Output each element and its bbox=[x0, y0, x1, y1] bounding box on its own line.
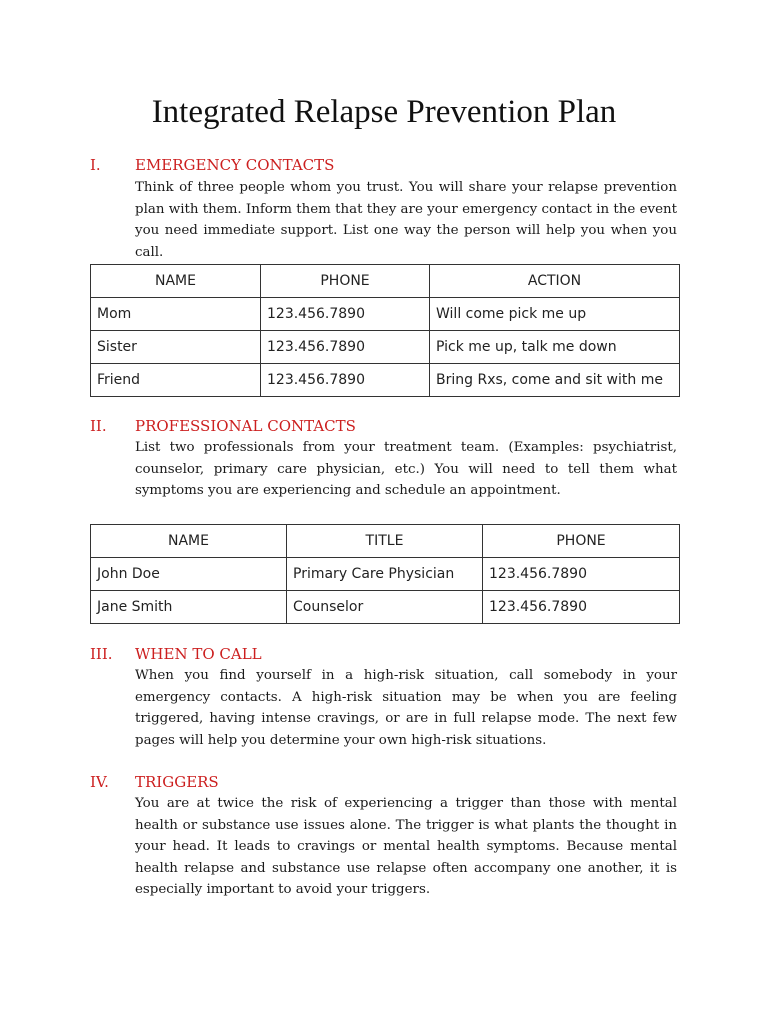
section-text-professional-contacts: List two professionals from your treatment team. (Examples: psychiatrist, counselor, primary care physician, etc.) You will need to tell them what symptoms you are experiencing and schedule an appointment. bbox=[135, 440, 677, 498]
table-cell: Counselor bbox=[287, 591, 483, 624]
column-header: PHONE bbox=[483, 525, 680, 558]
section-text-when-to-call: When you find yourself in a high-risk situation, call somebody in your emergency contacts. A high-risk situation may be when you are feeling triggered, having intense cravings, or are in full relapse mode. The next few pages will help you determine your own high-risk situations. bbox=[135, 668, 677, 748]
section-number: II. bbox=[90, 417, 107, 435]
section-title-triggers: TRIGGERS bbox=[135, 773, 219, 791]
section-title-professional-contacts: PROFESSIONAL CONTACTS bbox=[135, 417, 356, 435]
table-cell: 123.456.7890 bbox=[261, 331, 430, 364]
professional-contacts-table bbox=[90, 524, 680, 624]
column-header: TITLE bbox=[287, 525, 483, 558]
table-cell: Will come pick me up bbox=[430, 298, 680, 331]
table-cell: 123.456.7890 bbox=[483, 591, 680, 624]
column-header: NAME bbox=[91, 265, 261, 298]
section-title-when-to-call: WHEN TO CALL bbox=[135, 645, 262, 663]
table-header-row bbox=[91, 265, 680, 298]
column-header: PHONE bbox=[261, 265, 430, 298]
table-row bbox=[91, 364, 680, 397]
table-header-row bbox=[91, 525, 680, 558]
section-text-triggers: You are at twice the risk of experiencing a trigger than those with mental health or substance use issues alone. The trigger is what plants the thought in your head. It leads to cravings or mental health symptoms. Because mental health relapse and substance use relapse often accompany one another, it is especially important to avoid your triggers. bbox=[135, 796, 677, 897]
column-header: ACTION bbox=[430, 265, 680, 298]
column-header: NAME bbox=[91, 525, 287, 558]
table-cell: Jane Smith bbox=[91, 591, 287, 624]
section-title-emergency-contacts: EMERGENCY CONTACTS bbox=[135, 156, 335, 174]
table-cell: Primary Care Physician bbox=[287, 558, 483, 591]
table-cell: 123.456.7890 bbox=[261, 298, 430, 331]
table-cell: John Doe bbox=[91, 558, 287, 591]
table-cell: 123.456.7890 bbox=[483, 558, 680, 591]
table-cell: Pick me up, talk me down bbox=[430, 331, 680, 364]
table-cell: Mom bbox=[91, 298, 261, 331]
emergency-contacts-table bbox=[90, 264, 680, 397]
table-cell: Friend bbox=[91, 364, 261, 397]
table-cell: 123.456.7890 bbox=[261, 364, 430, 397]
table-row bbox=[91, 558, 680, 591]
table-row bbox=[91, 298, 680, 331]
document-title: Integrated Relapse Prevention Plan bbox=[151, 94, 617, 130]
table-cell: Bring Rxs, come and sit with me bbox=[430, 364, 680, 397]
section-number: III. bbox=[90, 645, 113, 663]
section-number: IV. bbox=[90, 773, 109, 791]
table-cell: Sister bbox=[91, 331, 261, 364]
table-row bbox=[91, 591, 680, 624]
section-number: I. bbox=[90, 156, 101, 174]
table-row bbox=[91, 331, 680, 364]
section-text-emergency-contacts: Think of three people whom you trust. You will share your relapse prevention plan with them. Inform them that they are your emergency contact in the event you need immediate support. List one way the person will help you when you call. bbox=[135, 180, 677, 260]
